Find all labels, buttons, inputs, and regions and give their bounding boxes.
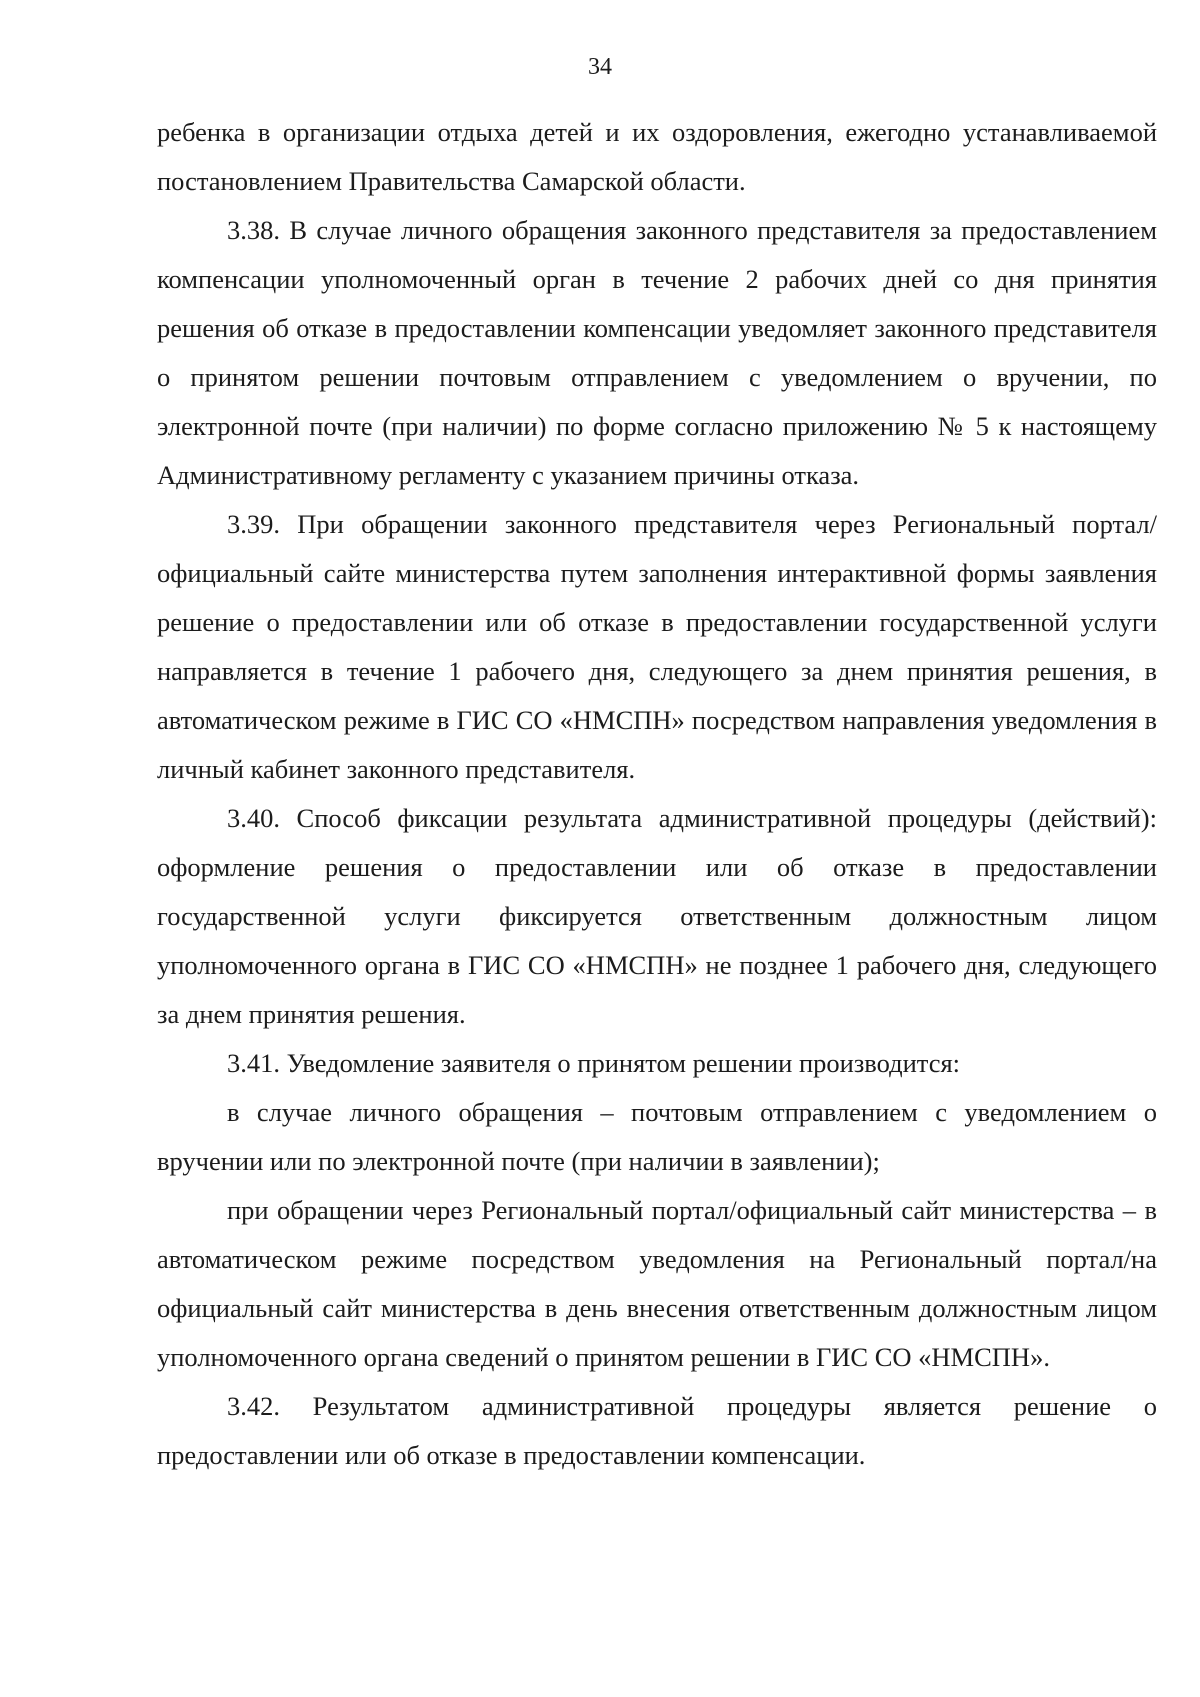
paragraph-3-39: 3.39. При обращении законного представителя через Региональный портал/официальный сайте министерства путем заполнения интерактивной формы заявления решение о предоставлении или об отказе в предоставлении государственной услуги направляется в течение 1 рабочего дня, следующего за днем принятия решения, в автоматическом режиме в ГИС СО «НМСПН» посредством направления уведомления в личный кабинет законного представителя.	[157, 509, 1157, 784]
page-number: 34	[588, 54, 612, 80]
paragraph-3-41-portal: при обращении через Региональный портал/официальный сайт министерства – в автоматическом режиме посредством уведомления на Региональный портал/на официальный сайт министерства в день внесения ответственным должностным лицом уполномоченного органа сведений о принятом решении в ГИС СО «НМСПН».	[157, 1195, 1157, 1372]
paragraph-3-41: 3.41. Уведомление заявителя о принятом решении производится:	[227, 1048, 961, 1078]
paragraph-3-40: 3.40. Способ фиксации результата административной процедуры (действий): оформление решения о предоставлении или об отказе в предоставлении государственной услуги фиксируется ответственным должностным лицом уполномоченного органа в ГИС СО «НМСПН» не позднее 1 рабочего дня, следующего за днем принятия решения.	[157, 803, 1157, 1029]
paragraph-3-42: 3.42. Результатом административной процедуры является решение о предоставлении или об отказе в предоставлении компенсации.	[157, 1391, 1157, 1470]
paragraph-continuation: ребенка в организации отдыха детей и их оздоровления, ежегодно устанавливаемой постановлением Правительства Самарской области.	[157, 117, 1157, 196]
document-body	[157, 108, 1157, 1480]
paragraph-3-41-personal: в случае личного обращения – почтовым отправлением с уведомлением о вручении или по электронной почте (при наличии в заявлении);	[157, 1097, 1157, 1176]
paragraph-3-38: 3.38. В случае личного обращения законного представителя за предоставлением компенсации уполномоченный орган в течение 2 рабочих дней со дня принятия решения об отказе в предоставлении компенсации уведомляет законного представителя о принятом решении почтовым отправлением с уведомлением о вручении, по электронной почте (при наличии) по форме согласно приложению № 5 к настоящему Административному регламенту с указанием причины отказа.	[157, 215, 1157, 490]
